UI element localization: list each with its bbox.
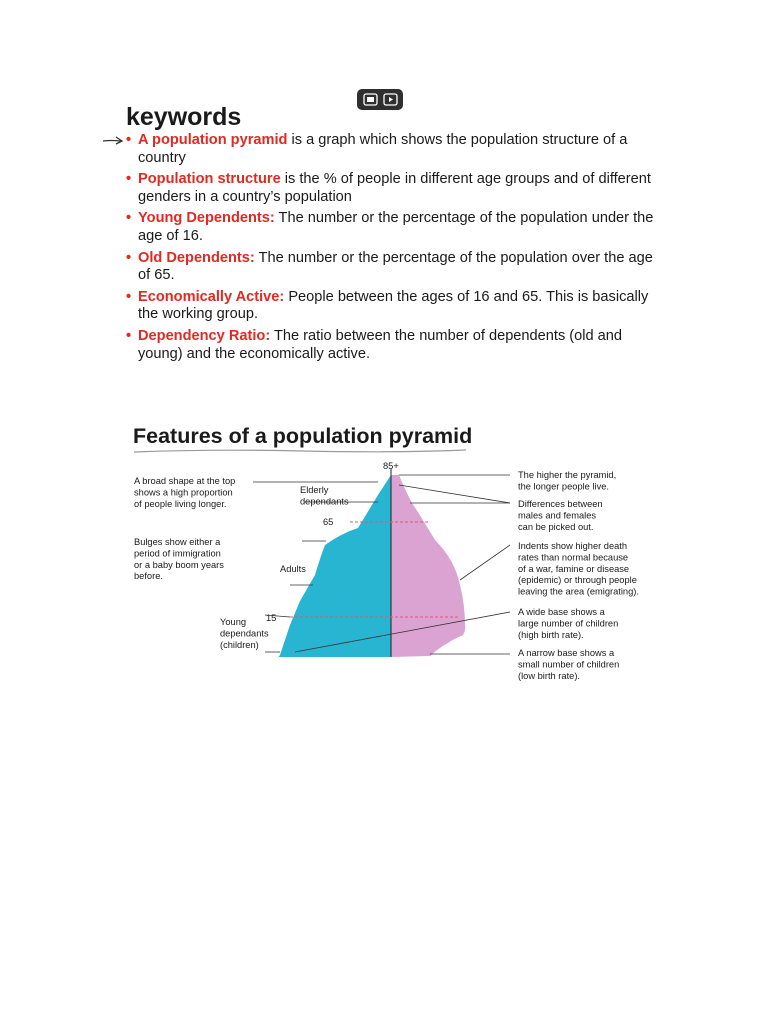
label-narrow-base	[518, 648, 619, 681]
keyword-item	[126, 210, 666, 245]
handwritten-arrow-icon	[101, 131, 127, 151]
keyword-term: Old Dependents:	[138, 249, 255, 266]
label-line: Indents show higher death	[518, 541, 628, 551]
label-young-dependants	[220, 617, 269, 650]
keyword-item	[126, 328, 666, 363]
label-line: Adults	[280, 564, 306, 574]
label-wide-base	[518, 607, 618, 640]
title-underline	[133, 447, 467, 455]
label-line: before.	[134, 571, 163, 582]
age-label-top: 85+	[383, 461, 399, 471]
label-differences	[518, 499, 603, 532]
label-line: Bulges show either a	[134, 537, 221, 547]
label-line: large number of children	[518, 618, 619, 629]
keyword-item	[126, 132, 666, 167]
label-higher-pyramid	[518, 470, 616, 491]
label-line: A narrow base shows a	[518, 648, 615, 658]
label-line: Differences between	[518, 499, 603, 509]
keywords-title: keywords	[126, 103, 242, 131]
label-line: (children)	[220, 639, 259, 650]
label-line: or a baby boom years	[134, 559, 224, 570]
label-broad-top	[134, 476, 235, 509]
label-adults	[280, 564, 306, 574]
label-line: can be picked out.	[518, 521, 594, 532]
label-line: dependants	[220, 628, 269, 639]
females-shape	[391, 475, 465, 657]
features-title: Features of a population pyramid	[133, 424, 473, 448]
keyword-item	[126, 171, 666, 206]
label-line: shows a high proportion	[134, 487, 233, 498]
label-line: small number of children	[518, 659, 620, 670]
keyword-term: Economically Active:	[138, 288, 285, 305]
screenshot-toolbar	[357, 89, 403, 110]
label-elderly-dependants	[300, 485, 349, 506]
label-line: (epidemic) or through people	[518, 575, 637, 586]
keyword-definition: People between the ages of 16 and 65. This is basically the working group.	[138, 288, 649, 323]
age-label-65: 65	[323, 517, 334, 527]
label-line: (high birth rate).	[518, 629, 584, 640]
label-line: A broad shape at the top	[134, 476, 236, 486]
label-line: (low birth rate).	[518, 670, 580, 681]
keyword-definition: The number or the percentage of the population under the age of 16.	[138, 210, 654, 244]
label-line: males and females	[518, 510, 597, 521]
label-line: Young	[220, 617, 247, 627]
video-play-icon[interactable]	[383, 93, 398, 106]
keyword-definition: The number or the percentage of the population over the age of 65.	[138, 249, 653, 284]
label-line: rates than normal because	[518, 552, 629, 563]
keyword-item	[126, 250, 666, 285]
keyword-term: Population structure	[138, 171, 281, 188]
label-line: period of immigration	[134, 548, 221, 559]
label-line: leaving the area (emigrating).	[518, 586, 639, 597]
label-line: the longer people live.	[518, 481, 609, 492]
keywords-list	[126, 132, 666, 367]
label-line: The higher the pyramid,	[518, 470, 617, 480]
label-line: of people living longer.	[134, 498, 227, 509]
population-pyramid-diagram	[120, 455, 660, 695]
keyword-term: Young Dependents:	[138, 210, 275, 227]
keyword-term: Dependency Ratio:	[138, 327, 271, 344]
label-line: dependants	[300, 496, 349, 507]
label-line: Elderly	[300, 485, 329, 495]
label-line: of a war, famine or disease	[518, 563, 630, 574]
keyword-definition: is a graph which shows the population structure of a country	[138, 132, 628, 166]
label-bulges	[134, 537, 224, 581]
keyword-definition: The ratio between the number of dependents (old and young) and the economically active.	[138, 327, 623, 362]
label-indents	[518, 541, 639, 597]
keyword-term: A population pyramid	[138, 132, 288, 148]
screenshot-icon[interactable]	[363, 93, 378, 106]
keyword-item	[126, 289, 666, 324]
age-label-15: 15	[266, 613, 277, 623]
keyword-definition: is the % of people in different age groups and of different genders in a country’s population	[138, 171, 651, 205]
label-line: A wide base shows a	[518, 607, 605, 617]
